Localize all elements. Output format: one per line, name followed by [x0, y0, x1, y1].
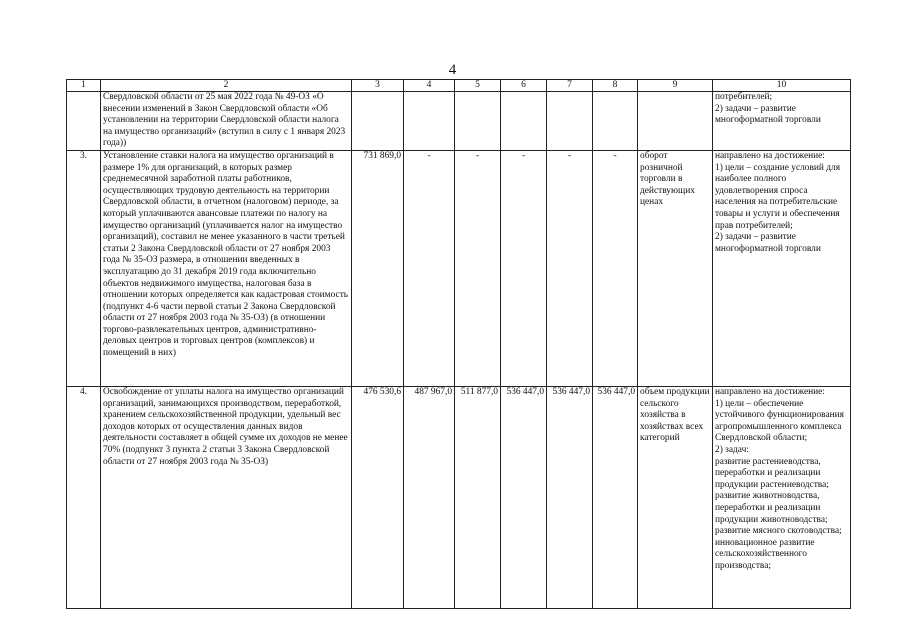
benefit-description: Установление ставки налога на имущество организаций в размере 1% для организаций, в которых размер среднемесячной заработной платы работников, осуществляющих трудовую деятельность на территории Свердловской области, в отчетном (налоговом) периоде, за который уплачиваются авансовые платежи по налогу на имущество организаций (уплачивается налог на имущество организаций), составил не менее указанного в части третьей статьи 2 Закона Свердловской области от 27 ноября 2003 года № 35-ОЗ размера, в отношении введенных в эксплуатацию до 31 декабря 2019 года включительно объектов недвижимого имущества, налоговая база в отношении которых определяется как кадастровая стоимость (подпункт 4-6 части первой статьи 2 Закона Свердловской области от 27 ноября 2003 года № 35-ОЗ) (в отношении торгово-развлекательных центров, административно-деловых центров и торговых центров (комплексов) и помещений в них) — [101, 150, 352, 386]
table-header-row — [67, 80, 851, 92]
value-cell: 536 447,0 — [593, 386, 638, 608]
value-cell: 487 967,0 — [404, 386, 455, 608]
value-cell: 476 530,6 — [352, 386, 404, 608]
value-cell: 536 447,0 — [501, 386, 547, 608]
row-number — [67, 92, 101, 151]
column-header: 4 — [404, 80, 455, 92]
column-header: 2 — [101, 80, 352, 92]
value-cell: 536 447,0 — [547, 386, 593, 608]
value-cell — [404, 92, 455, 151]
column-header: 7 — [547, 80, 593, 92]
column-header: 9 — [638, 80, 713, 92]
value-cell — [455, 92, 501, 151]
column-header: 5 — [455, 80, 501, 92]
table-row — [67, 92, 851, 151]
column-header: 10 — [713, 80, 851, 92]
value-cell: 511 877,0 — [455, 386, 501, 608]
value-cell — [593, 92, 638, 151]
tax-benefits-table — [66, 79, 851, 609]
value-cell: - — [547, 150, 593, 386]
value-cell: - — [404, 150, 455, 386]
benefit-description: Освобождение от уплаты налога на имущество организаций организаций, занимающихся производством, переработкой, хранением сельскохозяйственной продукции, удельный вес доходов которых от осуществления данных видов деятельности составляет в общей сумме их доходов не менее 70% (подпункт 3 пункта 2 статьи 3 Закона Свердловской области от 27 ноября 2003 года № 35-ОЗ) — [101, 386, 352, 608]
table-row — [67, 150, 851, 386]
value-cell — [547, 92, 593, 151]
column-header: 6 — [501, 80, 547, 92]
column-header: 8 — [593, 80, 638, 92]
goal-cell: направлено на достижение: 1) цели – обеспечение устойчивого функционирования агропромышленного комплекса Свердловской области; 2) задач: развитие растениеводства, переработки и реализации продукции растениеводства; развитие животноводства, переработки и реализации продукции животноводства; развитие мясного скотоводства; инновационное развитие сельскохозяйственного производства; — [713, 386, 851, 608]
value-cell — [501, 92, 547, 151]
value-cell: - — [593, 150, 638, 386]
value-cell — [352, 92, 404, 151]
value-cell: 731 869,0 — [352, 150, 404, 386]
indicator-cell: оборот розничной торговли в действующих ценах — [638, 150, 713, 386]
goal-cell: направлено на достижение: 1) цели – создание условий для наиболее полного удовлетворения спроса населения на потребительские товары и услуги и обеспечения прав потребителей; 2) задачи – развитие многоформатной торговли — [713, 150, 851, 386]
value-cell: - — [501, 150, 547, 386]
indicator-cell: объем продукции сельского хозяйства в хозяйствах всех категорий — [638, 386, 713, 608]
goal-cell: потребителей; 2) задачи – развитие многоформатной торговли — [713, 92, 851, 151]
indicator-cell — [638, 92, 713, 151]
row-number: 3. — [67, 150, 101, 386]
row-number: 4. — [67, 386, 101, 608]
value-cell: - — [455, 150, 501, 386]
column-header: 3 — [352, 80, 404, 92]
benefit-description: Свердловской области от 25 мая 2022 года № 49-ОЗ «О внесении изменений в Закон Свердловской области «Об установлении на территории Свердловской области налога на имущество организаций» (вступил в силу с 1 января 2023 года)) — [101, 92, 352, 151]
page-number: 4 — [448, 62, 457, 78]
table-row — [67, 386, 851, 608]
column-header: 1 — [67, 80, 101, 92]
